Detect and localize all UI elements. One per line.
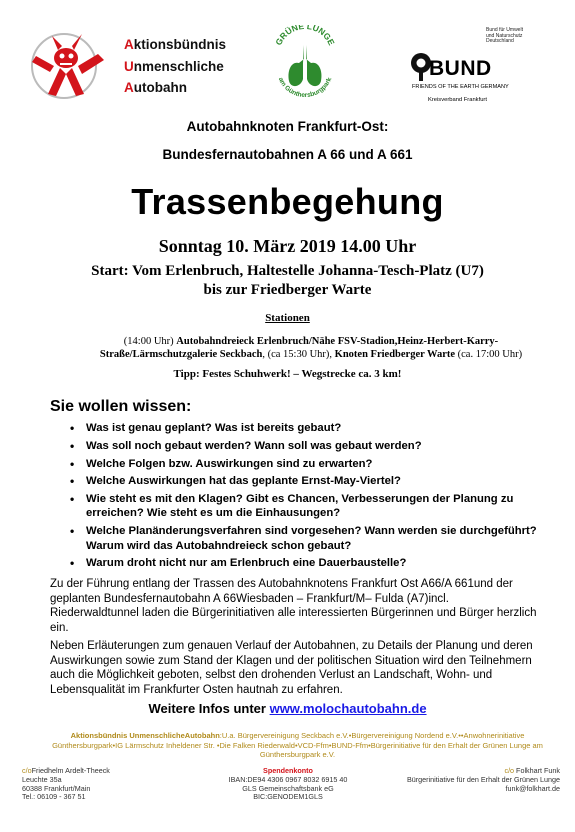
contact-email[interactable]: funk@folkhart.de <box>505 783 560 793</box>
aktionsbuendnis-name: Aktionsbündnis Unmenschliche Autobahn <box>124 37 226 95</box>
invitation-paragraph: Zu der Führung entlang der Trassen des Autobahnknotens Frankfurt Ost A66/A 661und der geplanten Bundesfernautobahn A 66Wiesbaden – Frankfurt/M– Fulda (A7)incl. Riederwaldtunnel laden die Bürgerinitiativen alle interessierten Bürgerinnen und Bürger herzlich ein. <box>50 578 537 634</box>
list-item: • Welche Planänderungsverfahren sind vorgesehen? Wann werden sie durchgeführt? Warum wird das Autobahndreieck schon gebaut? <box>70 524 540 553</box>
gruene-lunge-bottom-text: am Günthersburgpark <box>276 76 334 100</box>
list-item: • Was ist genau geplant? Was ist bereits gebaut? <box>70 421 540 435</box>
list-item: • Wie steht es mit den Klagen? Gibt es Chancen, Verbesserungen der Planung zu erreichen? Wie steht es um die Einhausungen? <box>70 492 540 521</box>
bund-foe-text: FRIENDS OF THE EARTH GERMANY <box>412 84 509 90</box>
website-link[interactable]: www.molochautobahn.de <box>269 701 427 716</box>
list-item: • Welche Folgen bzw. Auswirkungen sind zu erwarten? <box>70 457 540 471</box>
bund-logo <box>402 24 530 108</box>
list-item: • Warum droht nicht nur am Erlenbruch eine Dauerbaustelle? <box>70 556 540 570</box>
stations-heading: Stationen <box>265 312 310 324</box>
stations-text: (14:00 Uhr) Autobahndreieck Erlenbruch/Nähe FSV-Stadion,Heinz-Herbert-Karry-Straße/Lärmschutzgalerie Seckbach, (ca 15:30 Uhr), Knoten Friedberger Warte (ca. 17:00 Uhr) <box>99 336 523 360</box>
questions-list <box>70 421 540 574</box>
contact-right: c/o Folkhart Funk Bürgerinitiative für den Erhalt der Grünen Lunge funk@folkhart.de <box>400 767 560 793</box>
details-paragraph: Neben Erläuterungen zum genauen Verlauf der Autobahnen, zu Details der Planung und deren Auswirkungen sowie zum Stand der Klagen und der politischen Situation wird den Teilnehmern auch die Möglichkeit geboten, selbst den drohenden Verlust an Landschaft, Wohn- und Lebensqualität im Frankfurter Osten hautnah zu erfahren. <box>50 640 533 696</box>
more-info-line <box>0 701 575 716</box>
donation-account: Spendenkonto IBAN:DE94 4306 0967 8032 6915 40 GLS Gemeinschaftsbank eG BIC:GENODEM1GLS <box>228 766 348 802</box>
more-info-label: Weitere Infos unter <box>148 701 270 716</box>
gruene-lunge-logo <box>271 25 339 101</box>
aktionsbuendnis-logo <box>24 26 112 106</box>
gruene-lunge-top-text: GRÜNE LUNGE <box>273 25 337 47</box>
subtitle-knoten: Autobahnknoten Frankfurt-Ost: <box>186 119 389 134</box>
subtitle-autobahnen: Bundesfernautobahnen A 66 und A 661 <box>162 147 413 162</box>
bund-kreisverband: Kreisverband Frankfurt <box>428 97 487 103</box>
bund-wordmark: BUND <box>429 57 492 80</box>
svg-text:am Günthersburgpark <box>277 76 334 99</box>
event-date: Sonntag 10. März 2019 14.00 Uhr <box>158 236 417 256</box>
contact-left: c/oFriedhelm Ardelt-Theeck Leuchte 35a 60388 Frankfurt/Main Tel.: 06109 - 367 51 <box>22 766 110 802</box>
svg-text:GRÜNE LUNGE <box>273 25 337 47</box>
end-location: bis zur Friedberger Warte <box>203 282 372 298</box>
questions-heading: Sie wollen wissen: <box>50 398 192 415</box>
list-item: • Was soll noch gebaut werden? Wann soll was gebaut werden? <box>70 439 540 453</box>
page-title: Trassenbegehung <box>131 181 444 222</box>
member-organizations: Aktionsbündnis UnmenschlicheAutobahn:U.a. Bürgervereinigung Seckbach e.V.•Bürgervereinigung Nordend e.V.••Anwohnerinitiative Günthersburgpark•IG Lärmschutz Inheldener Str. •Die Falken Riederwald•VCD-Ffm•BUND-Ffm•Bürgerinitiative für den Erhalt der Grünen Lunge am Günthersburgpark e.V. <box>52 731 543 759</box>
bund-full-name: Bund für Umwelt und Naturschutz Deutschland <box>486 27 523 45</box>
start-location: Start: Vom Erlenbruch, Haltestelle Johanna-Tesch-Platz (U7) <box>91 263 484 279</box>
tip-text: Tipp: Festes Schuhwerk! – Wegstrecke ca. 3 km! <box>173 368 402 380</box>
list-item: • Welche Auswirkungen hat das geplante Ernst-May-Viertel? <box>70 474 540 488</box>
